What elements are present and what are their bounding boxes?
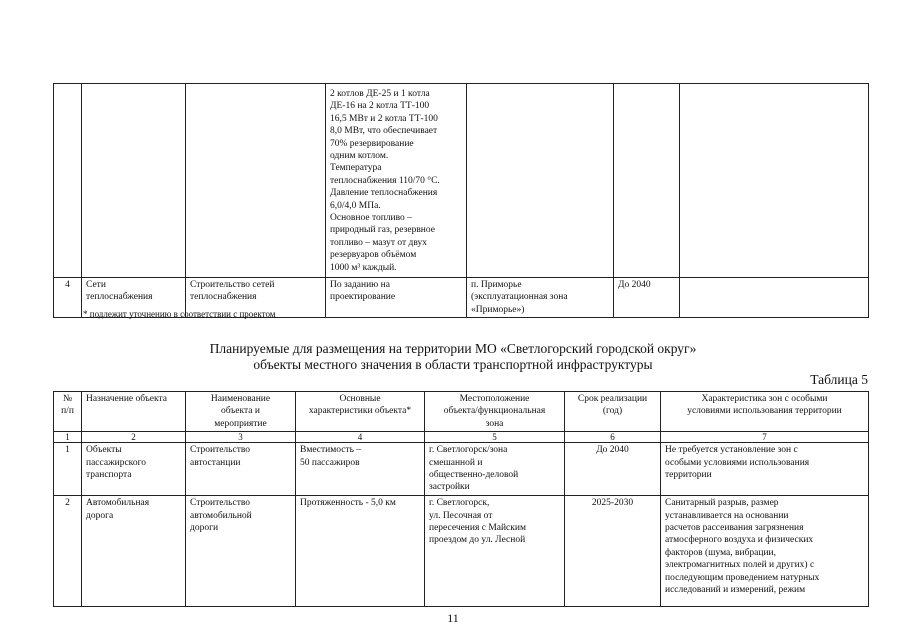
cell-purpose: Объекты пассажирского транспорта xyxy=(82,443,186,496)
footnote: * подлежит уточнению в соответствии с проектом xyxy=(83,309,276,319)
cell-name: Строительство сетей теплоснабжения xyxy=(186,278,326,318)
cell-name: Строительство автомобильной дороги xyxy=(186,496,296,607)
table-4-continuation xyxy=(53,83,869,318)
column-numbers-row xyxy=(54,432,869,443)
column-number: 6 xyxy=(565,432,661,443)
column-number: 3 xyxy=(186,432,296,443)
cell-characteristics: Протяженность - 5,0 км xyxy=(296,496,425,607)
cell-term: До 2040 xyxy=(565,443,661,496)
table-row xyxy=(54,84,869,278)
cell-location: г. Светлогорск/зона смешанной и общественно-деловой застройки xyxy=(425,443,565,496)
cell-purpose: Сети теплоснабжения xyxy=(82,278,186,318)
header-zones: Характеристика зон с особыми условиями использования территории xyxy=(661,392,869,432)
cell-location: г. Светлогорск, ул. Песочная от пересечения с Майским проездом до ул. Лесной xyxy=(425,496,565,607)
cell-purpose: Автомобильная дорога xyxy=(82,496,186,607)
table-row xyxy=(54,496,869,607)
table-title-line-2: объекты местного значения в области транспортной инфраструктуры xyxy=(253,357,653,372)
column-number: 4 xyxy=(296,432,425,443)
column-number: 1 xyxy=(54,432,82,443)
cell-term: 2025-2030 xyxy=(565,496,661,607)
cell-zones xyxy=(680,278,869,318)
table-5 xyxy=(53,391,869,607)
table-title-line-1: Планируемые для размещения на территории МО «Светлогорский городской округ» xyxy=(209,341,697,356)
cell-characteristics: Вместимость – 50 пассажиров xyxy=(296,443,425,496)
cell-purpose xyxy=(82,84,186,278)
cell-name xyxy=(186,84,326,278)
cell-characteristics: 2 котлов ДЕ-25 и 1 котла ДЕ-16 на 2 котла ТТ-100 16,5 МВт и 2 котла ТТ-100 8,0 МВт, что обеспечивает 70% резервирование одним котлом. Температура теплоснабжения 110/70 °С. Давление теплоснабжения 6,0/4,0 МПа. Основное топливо – природный газ, резервное топливо – мазут от двух резервуаров объёмом 1000 м³ каждый. xyxy=(326,84,467,278)
column-number: 2 xyxy=(82,432,186,443)
cell-term xyxy=(614,84,680,278)
table-row xyxy=(54,443,869,496)
cell-zones: Санитарный разрыв, размер устанавливается на основании расчетов рассеивания загрязнения атмосферного воздуха и физических факторов (шума, вибрации, электромагнитных полей и других) с последующим проведением натурных исследований и измерений, режим xyxy=(661,496,869,607)
cell-zones xyxy=(680,84,869,278)
column-number: 7 xyxy=(661,432,869,443)
cell-zones: Не требуется установление зон с особыми условиями использования территории xyxy=(661,443,869,496)
table-header-row xyxy=(54,392,869,432)
column-number: 5 xyxy=(425,432,565,443)
cell-num: 1 xyxy=(54,443,82,496)
cell-name: Строительство автостанции xyxy=(186,443,296,496)
cell-location: п. Приморье (эксплуатационная зона «Приморье») xyxy=(467,278,614,318)
header-purpose: Назначение объекта xyxy=(82,392,186,432)
header-location: Местоположение объекта/функциональная зона xyxy=(425,392,565,432)
cell-num: 2 xyxy=(54,496,82,607)
cell-num xyxy=(54,84,82,278)
header-name: Наименование объекта и мероприятие xyxy=(186,392,296,432)
header-characteristics: Основные характеристики объекта* xyxy=(296,392,425,432)
page-number: 11 xyxy=(447,611,459,625)
cell-term: До 2040 xyxy=(614,278,680,318)
cell-num: 4 xyxy=(54,278,82,318)
cell-location xyxy=(467,84,614,278)
cell-characteristics: По заданию на проектирование xyxy=(326,278,467,318)
header-num: № п/п xyxy=(54,392,82,432)
header-term: Срок реализации (год) xyxy=(565,392,661,432)
table-number: Таблица 5 xyxy=(810,372,868,387)
